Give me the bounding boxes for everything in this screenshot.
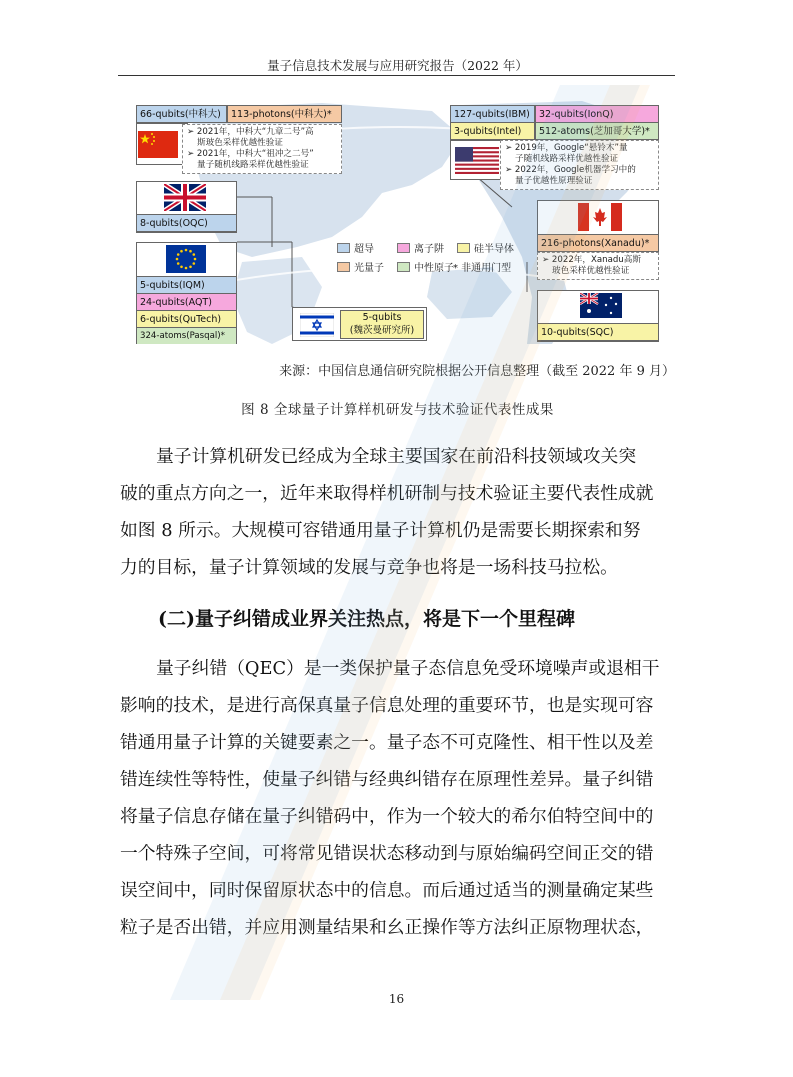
china-note-line: ➢ 2021年，中科大“祖冲之二号” [187,149,314,159]
legend-text: 光量子 [354,263,384,274]
paragraph-line: 将量子信息存储在量子纠错码中，作为一个较大的希尔伯特空间中的 [120,806,654,827]
china-note-line: ➢ 2021年，中科大“九章二号”高 [187,127,314,137]
canada-note-line: 玻色采样优越性验证 [552,266,630,276]
uk-flag-icon [164,184,206,211]
usa-atoms-label: 512-atoms(芝加哥大学)* [535,122,659,140]
legend-swatch [397,243,410,253]
usa-ionq-label: 32-qubits(IonQ) [535,105,659,123]
usa-flag-icon [455,147,499,174]
paragraph-line: 破的重点方向之一，近年来取得样机研制与技术验证主要代表性成就 [120,483,654,504]
uk-superconducting-label: 8-qubits(OQC) [136,214,237,232]
usa-note-line: ➢ 2019年，Google“悬铃木”量 [505,143,628,153]
legend-text: 超导 [354,244,374,255]
china-milestones-note [182,124,342,174]
canada-note-line: ➢ 2022年，Xanadu高斯 [542,255,641,265]
legend-item-ion-trap [397,243,444,257]
paragraph-line: 如图 8 所示。大规模可容错通用量子计算机仍是需要长期探索和努 [120,520,641,541]
paragraph-2 [120,650,678,946]
legend-text: 硅半导体 [474,244,514,255]
china-superconducting-label: 66-qubits(中科大) [136,105,227,123]
figure-source: 来源：中国信息通信研究院根据公开信息整理（截至 2022 年 9 月） [279,364,675,379]
figure-legend [337,243,527,279]
canada-photonic-label: 216-photons(Xanadu)* [537,234,659,252]
israel-semiconductor-label [340,310,424,339]
legend-item-superconducting [337,243,374,257]
paragraph-line: 力的目标，量子计算领域的发展与竞争也将是一场科技马拉松。 [120,557,618,578]
page-number: 16 [388,992,405,1006]
usa-note-line: ➢ 2022年，Google机器学习中的 [505,165,636,175]
paragraph-1 [120,438,678,586]
paragraph-line: 一个特殊子空间，可将常见错误状态移动到与原始编码空间正交的错 [120,843,654,864]
paragraph-line: 错连续性等特性，使量子纠错与经典纠错存在原理性差异。量子纠错 [120,769,654,790]
usa-note-line: 子随机线路采样优越性验证 [515,154,619,164]
header-rule [118,75,675,76]
legend-item-photonic [337,262,384,276]
figure-world-map [132,97,663,344]
eu-aqt-label: 24-qubits(AQT) [136,293,237,311]
israel-label-line: 5-qubits [362,312,402,323]
running-header: 量子信息技术发展与应用研究报告（2022 年） [267,58,528,73]
eu-pasqal-label: 324-atoms(Pasqal)* [136,327,237,344]
legend-text: 离子阱 [414,244,444,255]
australia-flag-icon [580,293,622,318]
eu-iqm-label: 5-qubits(IQM) [136,276,237,294]
paragraph-line: 量子纠错（QEC）是一类保护量子态信息免受环境噪声或退相干 [156,658,660,679]
legend-text: 中性原子 [414,263,454,274]
usa-note-line: 量子优越性原理验证 [515,176,593,186]
paragraph-line: 粒子是否出错，并应用测量结果和幺正操作等方法纠正原物理状态， [120,917,654,938]
canada-milestones-note [537,252,659,280]
china-note-line: 量子随机线路采样优越性验证 [197,160,309,170]
australia-semiconductor-label: 10-qubits(SQC) [537,323,659,341]
legend-swatch [337,243,350,253]
legend-item-non-universal [453,262,511,276]
legend-swatch [457,243,470,253]
canada-flag-icon [578,203,622,231]
china-note-line: 斯玻色采样优越性验证 [197,138,283,148]
usa-ibm-label: 127-qubits(IBM) [450,105,535,123]
paragraph-line: 影响的技术，是进行高保真量子信息处理的重要环节，也是实现可容 [120,695,654,716]
legend-text: * 非通用门型 [453,263,512,274]
china-flag-icon [138,131,178,158]
legend-item-semiconductor [457,243,514,257]
usa-milestones-note [500,140,659,190]
paragraph-line: 误空间中，同时保留原状态中的信息。而后通过适当的测量确定某些 [120,880,654,901]
legend-item-neutral-atom [397,262,454,276]
eu-flag-icon [166,245,206,273]
china-photonic-label: 113-photons(中科大)* [227,105,342,123]
figure-caption: 图 8 全球量子计算样机研发与技术验证代表性成果 [241,402,554,418]
usa-intel-label: 3-qubits(Intel) [450,122,535,140]
israel-label-line: (魏茨曼研究所) [349,325,415,336]
section-heading: (二)量子纠错成业界关注热点，将是下一个里程碑 [158,608,575,630]
legend-swatch [397,262,410,272]
paragraph-line: 错通用量子计算的关键要素之一。量子态不可克隆性、相干性以及差 [120,732,654,753]
israel-flag-icon [300,313,334,337]
paragraph-line: 量子计算机研发已经成为全球主要国家在前沿科技领域攻关突 [156,446,637,467]
eu-qutech-label: 6-qubits(QuTech) [136,310,237,328]
legend-swatch [337,262,350,272]
